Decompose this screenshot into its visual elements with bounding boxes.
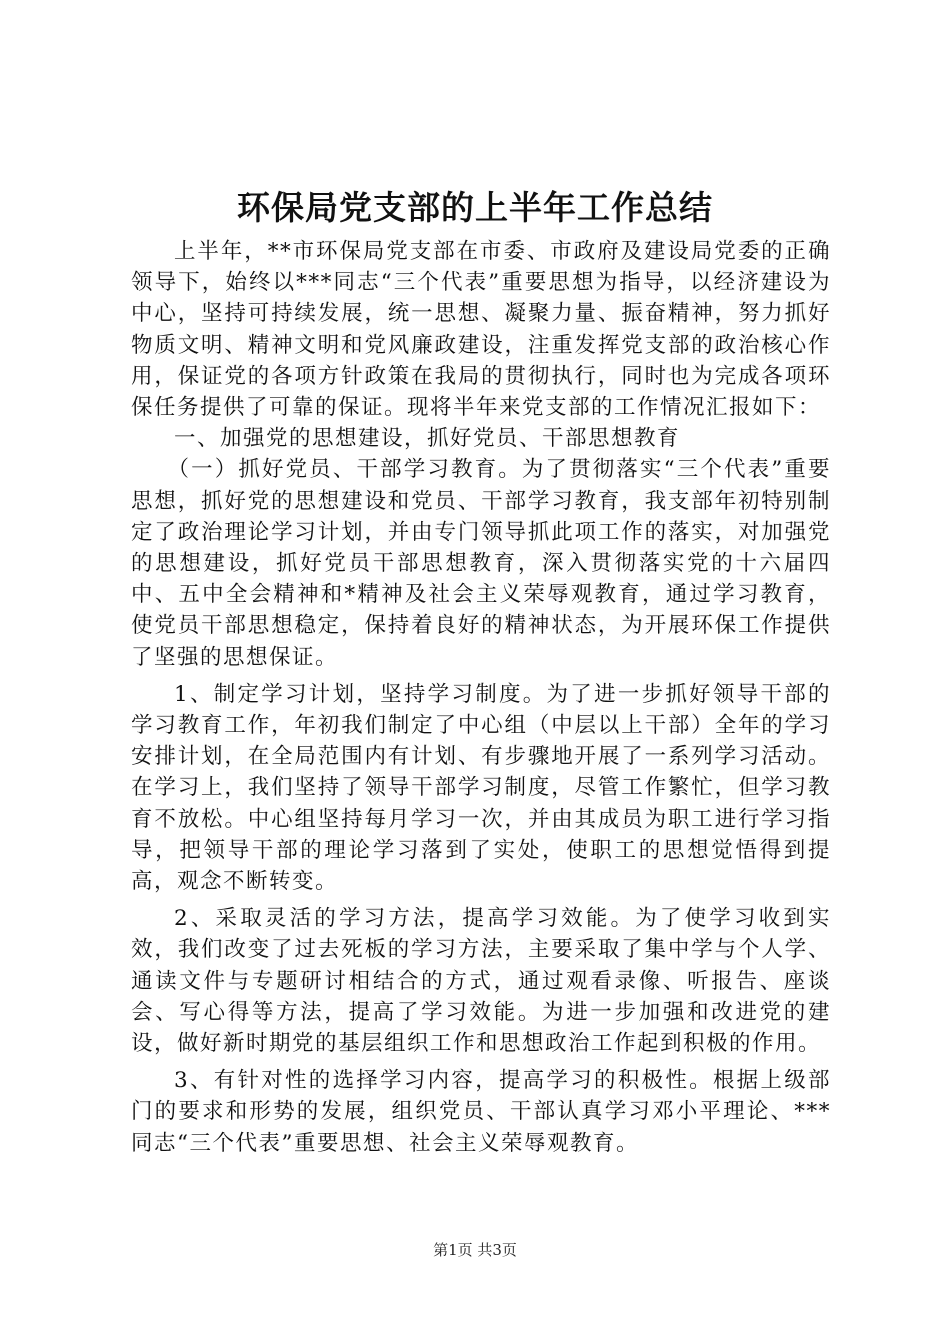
paragraph-item-3: 3、有针对性的选择学习内容，提高学习的积极性。根据上级部门的要求和形势的发展，组织党员、干部认真学习邓小平理论、***同志“三个代表”重要思想、社会主义荣辱观教育。 — [131, 1068, 831, 1156]
paragraph-intro: 上半年，**市环保局党支部在市委、市政府及建设局党委的正确领导下，始终以***同志“三个代表”重要思想为指导，以经济建设为中心，坚持可持续发展，统一思想、凝聚力量、振奋精神，努力抓好物质文明、精神文明和党风廉政建设，注重发挥党支部的政治核心作用，保证党的各项方针政策在我局的贯彻执行，同时也为完成各项环保任务提供了可靠的保证。现将半年来党支部的工作情况汇报如下： — [131, 239, 831, 421]
paragraph-item-2: 2、采取灵活的学习方法，提高学习效能。为了使学习收到实效，我们改变了过去死板的学习方法，主要采取了集中学与个人学、通读文件与专题研讨相结合的方式，通过观看录像、听报告、座谈会、写心得等方法，提高了学习效能。为进一步加强和改进党的建设，做好新时期党的基层组织工作和思想政治工作起到积极的作用。 — [131, 906, 831, 1057]
paragraph-item-1: 1、制定学习计划，坚持学习制度。为了进一步抓好领导干部的学习教育工作，年初我们制定了中心组（中层以上干部）全年的学习安排计划，在全局范围内有计划、有步骤地开展了一系列学习活动。在学习上，我们坚持了领导干部学习制度，尽管工作繁忙，但学习教育不放松。中心组坚持每月学习一次，并由其成员为职工进行学习指导，把领导干部的理论学习落到了实处，使职工的思想觉悟得到提高，观念不断转变。 — [131, 681, 831, 895]
section-heading-1: 一、加强党的思想建设，抓好党员、干部思想教育 — [174, 426, 681, 452]
subsection-heading-1: （一）抓好党员、干部学习教育。为了贯彻落实“三个代表”重要思想，抓好党的思想建设和党员、干部学习教育，我支部年初特别制定了政治理论学习计划，并由专门领导抓此项工作的落实，对加强党的思想建设，抓好党员干部思想教育，深入贯彻落实党的十六届四中、五中全会精神和*精神及社会主义荣辱观教育，通过学习教育，使党员干部思想稳定，保持着良好的精神状态，为开展环保工作提供了坚强的思想保证。 — [131, 457, 831, 670]
document-body — [131, 236, 831, 1159]
page-footer: 第1页 共3页 — [433, 1241, 517, 1259]
document-title: 环保局党支部的上半年工作总结 — [237, 188, 713, 227]
